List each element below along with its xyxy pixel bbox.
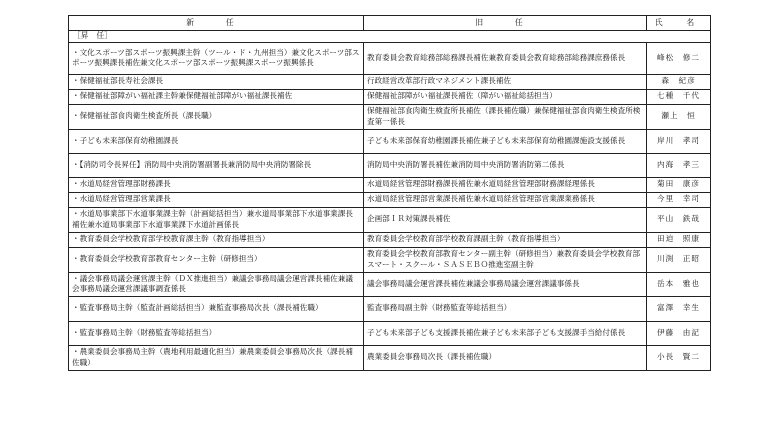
section-row xyxy=(69,31,711,43)
new-post-cell: ・監査事務局主幹（財務監査等総括担当） xyxy=(69,321,364,345)
old-post-cell: 水道局経営管理部営業課長補佐兼水道局経営管理部営業課業務係長 xyxy=(364,192,647,207)
table-row xyxy=(69,207,711,232)
table-row xyxy=(69,272,711,296)
old-post-cell: 保健福祉部食肉衛生検査所長補佐（課長補佐職）兼保健福祉部食肉衛生検査所検査第一係長 xyxy=(364,104,647,129)
header-old-post: 旧 任 xyxy=(364,16,647,31)
name-cell: 七種 千代 xyxy=(647,89,711,104)
name-cell: 内海 孝三 xyxy=(647,153,711,177)
name-cell: 伊藤 由記 xyxy=(647,321,711,345)
table-row xyxy=(69,42,711,74)
old-post-cell: 農業委員会事務局次長（課長補佐職） xyxy=(364,345,647,370)
table-row xyxy=(69,247,711,272)
table-row xyxy=(69,74,711,89)
old-post-cell: 子ども未来部保育幼稚園課長補佐兼子ども未来部保育幼稚園課施設支援係長 xyxy=(364,129,647,153)
name-cell: 瀬上 恒 xyxy=(647,104,711,129)
old-post-cell: 監査事務局副主幹（財務監査等総括担当） xyxy=(364,296,647,321)
new-post-cell: ・子ども未来部保育幼稚園課長 xyxy=(69,129,364,153)
name-cell: 川渕 正昭 xyxy=(647,247,711,272)
new-post-cell: ・水道局事業部下水道事業課主幹（計画総括担当）兼水道局事業部下水道事業課長補佐兼水道局事業部下水道事業課下水道計画係長 xyxy=(69,207,364,232)
table-row xyxy=(69,177,711,192)
new-post-cell: ・教育委員会学校教育部教育センター主幹（研修担当） xyxy=(69,247,364,272)
personnel-table xyxy=(68,15,711,371)
name-cell: 今里 幸司 xyxy=(647,192,711,207)
new-post-cell: ・保健福祉部障がい福祉課主幹兼保健福祉部障がい福祉課長補佐 xyxy=(69,89,364,104)
name-cell: 森 紀彦 xyxy=(647,74,711,89)
new-post-cell: ・水道局経営管理部営業課長 xyxy=(69,192,364,207)
old-post-cell: 議会事務局議会運営課長補佐兼議会事務局議会運営課議事係長 xyxy=(364,272,647,296)
table-row xyxy=(69,321,711,345)
table-row xyxy=(69,345,711,370)
name-cell: 菊田 康彦 xyxy=(647,177,711,192)
table-row xyxy=(69,296,711,321)
old-post-cell: 行政経営改革部行政マネジメント課長補佐 xyxy=(364,74,647,89)
new-post-cell: ・教育委員会学校教育部学校教育課主幹（教育指導担当） xyxy=(69,232,364,247)
name-cell: 岸川 孝司 xyxy=(647,129,711,153)
name-cell: 田迫 照康 xyxy=(647,232,711,247)
name-cell: 峰松 修二 xyxy=(647,42,711,74)
old-post-cell: 保健福祉部障がい福祉課長補佐（障がい福祉総括担当） xyxy=(364,89,647,104)
table-row xyxy=(69,129,711,153)
table-header xyxy=(69,16,711,31)
section-label: ［昇 任］ xyxy=(69,31,711,43)
old-post-cell: 消防局中央消防署長補佐兼消防局中央消防署消防第二係長 xyxy=(364,153,647,177)
new-post-cell: ・監査事務局主幹（監査計画総括担当）兼監査事務局次長（課長補佐職） xyxy=(69,296,364,321)
table-row xyxy=(69,104,711,129)
old-post-cell: 教育委員会学校教育部学校教育課副主幹（教育指導担当） xyxy=(364,232,647,247)
new-post-cell: ・文化スポーツ部スポーツ振興課主幹（ツール・ド・九州担当）兼文化スポーツ部スポーツ振興課長補佐兼文化スポーツ部スポーツ振興課スポーツ振興係長 xyxy=(69,42,364,74)
old-post-cell: 水道局経営管理部財務課長補佐兼水道局経営管理部財務課経理係長 xyxy=(364,177,647,192)
table-row xyxy=(69,232,711,247)
old-post-cell: 教育委員会学校教育部教育センター副主幹（研修担当）兼教育委員会学校教育部スマート・スクール・ＳＡＳＥＢＯ推進室副主幹 xyxy=(364,247,647,272)
old-post-cell: 企画部ＩＲ対策課長補佐 xyxy=(364,207,647,232)
name-cell: 小長 賢二 xyxy=(647,345,711,370)
header-new-post: 新 任 xyxy=(69,16,364,31)
name-cell: 平山 鉄哉 xyxy=(647,207,711,232)
name-cell: 富澤 幸生 xyxy=(647,296,711,321)
name-cell: 岳本 雅也 xyxy=(647,272,711,296)
old-post-cell: 子ども未来部子ども支援課長補佐兼子ども未来部子ども支援課手当給付係長 xyxy=(364,321,647,345)
new-post-cell: ・議会事務局議会運営課主幹（ＤＸ推進担当）兼議会事務局議会運営課長補佐兼議会事務局議会運営課議事調査係長 xyxy=(69,272,364,296)
new-post-cell: ・水道局経営管理部財務課長 xyxy=(69,177,364,192)
new-post-cell: ・農業委員会事務局主幹（農地利用最適化担当）兼農業委員会事務局次長（課長補佐職） xyxy=(69,345,364,370)
table-row xyxy=(69,89,711,104)
header-name: 氏 名 xyxy=(647,16,711,31)
new-post-cell: ・保健福祉部食肉衛生検査所長（課長職） xyxy=(69,104,364,129)
table-row xyxy=(69,192,711,207)
old-post-cell: 教育委員会教育総務部総務課長補佐兼教育委員会教育総務部総務課庶務係長 xyxy=(364,42,647,74)
new-post-cell: ・【消防司令長昇任】消防局中央消防署副署長兼消防局中央消防署除長 xyxy=(69,153,364,177)
new-post-cell: ・保健福祉部長寿社会課長 xyxy=(69,74,364,89)
table-row xyxy=(69,153,711,177)
